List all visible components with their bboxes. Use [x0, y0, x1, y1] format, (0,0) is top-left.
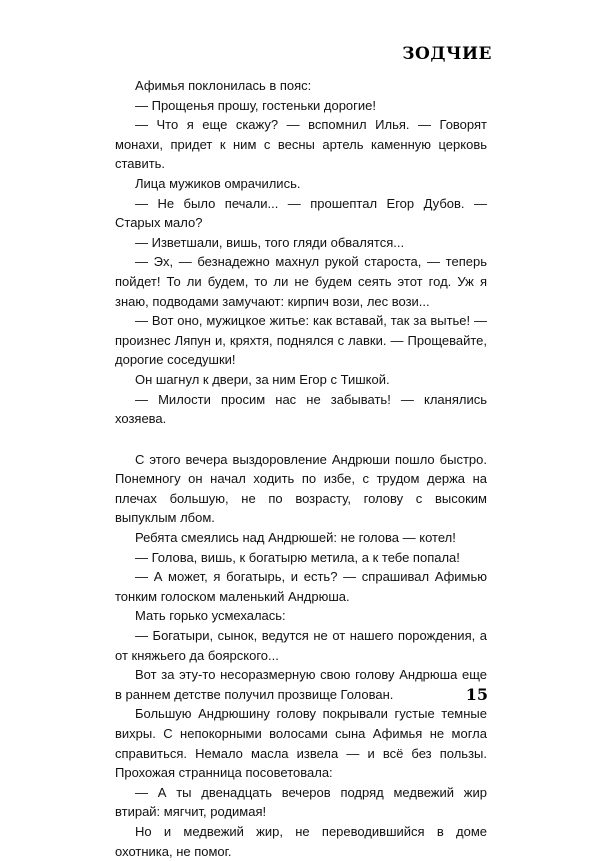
paragraph: — Изветшали, вишь, того гляди обвалятся...: [135, 234, 405, 250]
paragraph: — Прощенья прошу, гостеньки дорогие!: [135, 97, 377, 113]
body-text: [115, 76, 487, 861]
paragraph: Лица мужиков омрачились.: [135, 175, 301, 191]
paragraph: — Эх, — безнадежно махнул рукой староста, — теперь пойдет! То ли будем, то ли не будем сеять этот год. Уж я знаю, подводами замучают: кирпич вози, лес вози...: [115, 254, 487, 309]
paragraph: — А ты двенадцать вечеров подряд медвежий жир втирай: мягчит, родимая!: [115, 784, 487, 820]
running-title: ЗОДЧИЕ: [402, 44, 492, 64]
paragraph: Ребята смеялись над Андрюшей: не голова — котел!: [135, 530, 456, 546]
paragraph: — Вот оно, мужицкое житье: как вставай, так за вытье! — произнес Ляпун и, кряхтя, поднялся с лавки. — Прощевайте, дорогие соседушки!: [115, 313, 487, 368]
paragraph: С этого вечера выздоровление Андрюши пошло быстро. Понемногу он начал ходить по избе, с трудом держа на плечах большую, не по возрасту, голову с высоким выпуклым лбом.: [115, 451, 487, 526]
paragraph: — Голова, вишь, к богатырю метила, а к тебе попала!: [135, 549, 460, 565]
paragraph: — Что я еще скажу? — вспомнил Илья. — Говорят монахи, придет к ним с весны артель каменную церковь ставить.: [115, 117, 487, 172]
page-number: 15: [465, 685, 488, 704]
paragraph: — Милости просим нас не забывать! — кланялись хозяева.: [115, 391, 487, 427]
paragraph: Мать горько усмехалась:: [135, 608, 286, 624]
paragraph: Вот за эту-то несоразмерную свою голову Андрюша еще в раннем детстве получил прозвище Голован.: [115, 667, 487, 702]
paragraph: — Не было печали... — прошептал Егор Дубов. — Старых мало?: [115, 195, 487, 231]
paragraph: — А может, я богатырь, и есть? — спрашивал Афимью тонким голоском маленький Андрюша.: [115, 569, 487, 604]
paragraph: — Богатыри, сынок, ведутся не от нашего порождения, а от княжьего да боярского...: [115, 628, 487, 663]
paragraph: Афимья поклонилась в пояс:: [135, 78, 312, 93]
paragraph: Большую Андрюшину голову покрывали густые темные вихры. С непокорными волосами сына Афимья не могла справиться. Немало масла извела — и всё без пользы. Прохожая странница посоветовала:: [115, 706, 487, 781]
paragraph: Но и медвежий жир, не переводившийся в доме охотника, не помог.: [115, 823, 487, 859]
paragraph: Он шагнул к двери, за ним Егор с Тишкой.: [135, 371, 390, 387]
section-break: [115, 429, 487, 450]
